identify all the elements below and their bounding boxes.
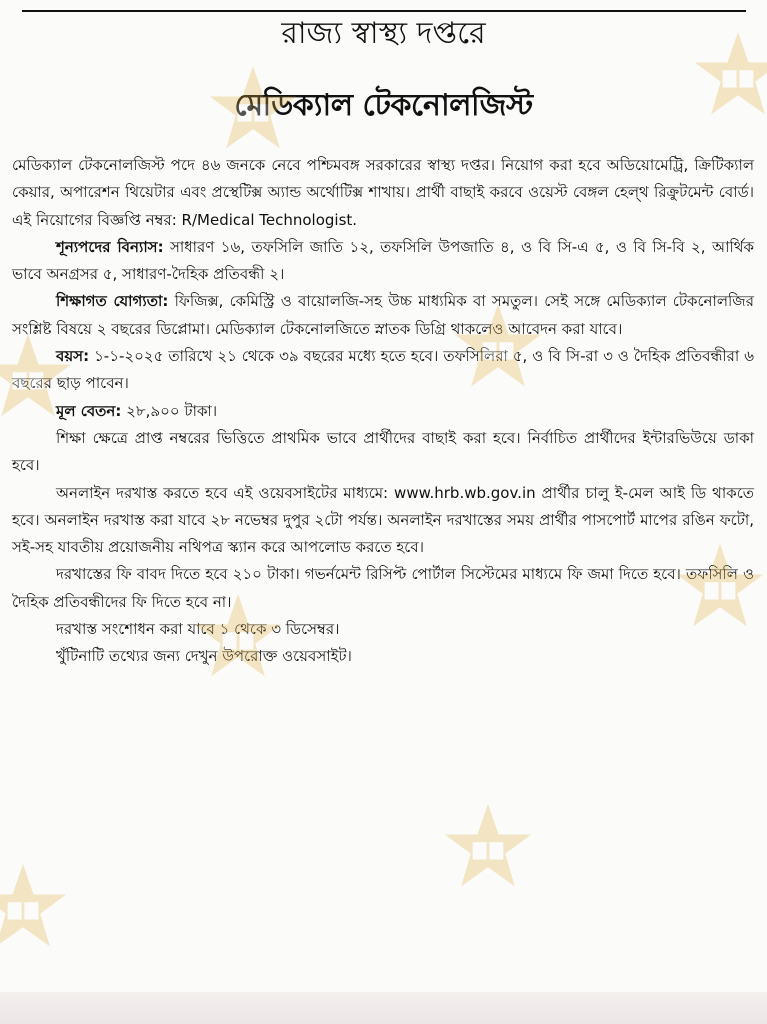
vacancy-text: সাধারণ ১৬, তফসিলি জাতি ১২, তফসিলি উপজাতি ৪, ও বি সি-এ ৫, ও বি সি-বি ২, আর্থিক ভাবে অনগ্রসর ৫, সাধারণ-দৈহিক প্রতিবন্ধী ২।	[12, 237, 754, 284]
age-text: ১-১-২০২৫ তারিখে ২১ থেকে ৩৯ বছরের মধ্যে হতে হবে। তফসিলিরা ৫, ও বি সি-রা ৩ ও দৈহিক প্রতিবন্ধীরা ৬ বছরের ছাড় পাবেন।	[12, 347, 754, 393]
correction-paragraph: দরখাস্ত সংশোধন করা যাবে ১ থেকে ৩ ডিসেম্বর।	[56, 620, 340, 639]
vacancy-paragraph	[12, 234, 754, 289]
intro-paragraph: মেডিক্যাল টেকনোলজিস্ট পদে ৪৬ জনকে নেবে পশ্চিমবঙ্গ সরকারের স্বাস্থ্য দপ্তর। নিয়োগ করা হবে অডিয়োমেট্রি, ক্রিটিক্যাল কেয়ার, অপারেশন থিয়েটার এবং প্রস্থেটিক্স অ্যান্ড অর্থোটিক্স শাখায়। প্রার্থী বাছাই করবে ওয়েস্ট বেঙ্গল হেল্থ রিক্রুটমেন্ট বোর্ড। এই নিয়োগের বিজ্ঞপ্তি নম্বর: R/Medical Technologist.	[12, 156, 754, 229]
vacancy-label: শূন্যপদের বিন্যাস:	[56, 237, 164, 256]
age-paragraph	[12, 343, 754, 398]
fee-paragraph: দরখাস্তের ফি বাবদ দিতে হবে ২১০ টাকা। গভর্নমেন্ট রিসিপ্ট পোর্টাল সিস্টেমের মাধ্যমে ফি জমা দিতে হবে। তফসিলি ও দৈহিক প্রতিবন্ধীদের ফি দিতে হবে না।	[12, 565, 754, 611]
qualification-paragraph	[12, 288, 754, 343]
selection-paragraph: শিক্ষা ক্ষেত্রে প্রাপ্ত নম্বরের ভিত্তিতে প্রাথমিক ভাবে প্রার্থীদের বাছাই করা হবে। নির্বাচিত প্রার্থীদের ইন্টারভিউয়ে ডাকা হবে।	[12, 428, 754, 475]
details-paragraph: খুঁটিনাটি তথ্যের জন্য দেখুন উপরোক্ত ওয়েবসাইট।	[56, 647, 352, 666]
pay-text: ২৮,৯০০ টাকা।	[126, 401, 218, 420]
pay-paragraph	[12, 398, 754, 425]
page-bottom-edge	[0, 992, 767, 1024]
article-body	[12, 152, 754, 671]
online-application-paragraph: অনলাইন দরখাস্ত করতে হবে এই ওয়েবসাইটের মাধ্যমে: www.hrb.wb.gov.in প্রার্থীর চালু ই-মেল আই ডি থাকতে হবে। অনলাইন দরখাস্ত করা যাবে ২৮ নভেম্বর দুপুর ২টো পর্যন্ত। অনলাইন দরখাস্তের সময় প্রার্থীর পাসপোর্ট মাপের রঙিন ফটো, সই-সহ যাবতীয় প্রয়োজনীয় নথিপত্র স্ক্যান করে আপলোড করতে হবে।	[12, 483, 754, 557]
star-book-badge-icon	[440, 800, 536, 896]
page-title: মেডিক্যাল টেকনোলজিস্ট	[234, 88, 533, 123]
qualification-text: ফিজিক্স, কেমিস্ট্রি ও বায়োলজি-সহ উচ্চ মাধ্যমিক বা সমতুল। সেই সঙ্গে মেডিক্যাল টেকনোলজির সংশ্লিষ্ট বিষয়ে ২ বছরের ডিপ্লোমা। মেডিক্যাল টেকনোলজিতে স্নাতক ডিগ্রি থাকলেও আবেদন করা যাবে।	[12, 292, 754, 338]
kicker-heading: রাজ্য স্বাস্থ্য দপ্তরে	[281, 16, 486, 51]
star-book-badge-icon	[0, 860, 71, 956]
age-label: বয়স:	[56, 347, 90, 366]
top-divider	[22, 10, 746, 12]
pay-label: মূল বেতন:	[56, 401, 122, 420]
qualification-label: শিক্ষাগত যোগ্যতা:	[56, 292, 169, 311]
